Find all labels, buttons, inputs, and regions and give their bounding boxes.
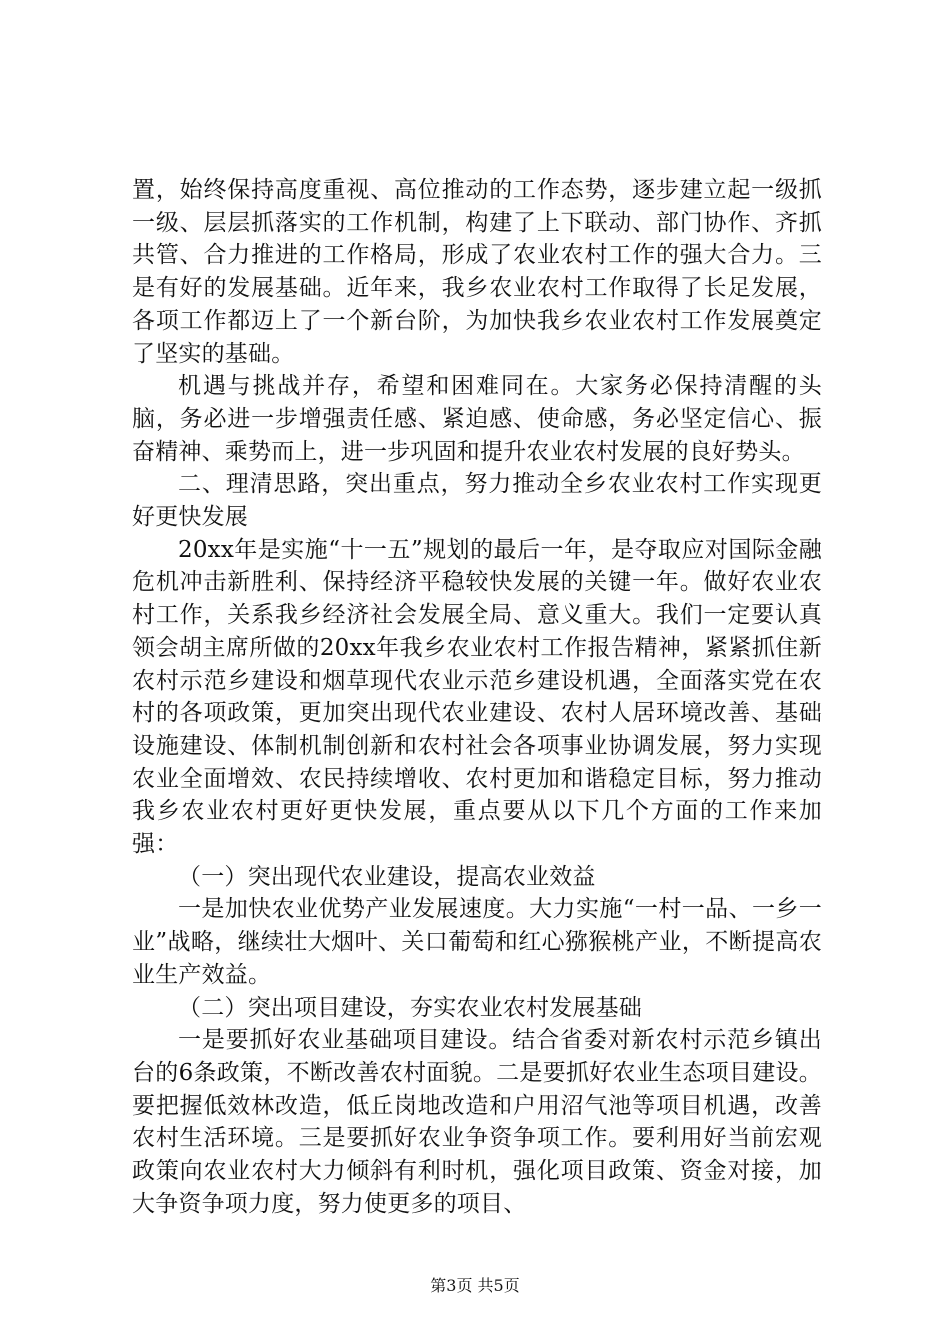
section-heading-2: 二、理清思路，突出重点，努力推动全乡农业农村工作实现更好更快发展 (132, 471, 822, 531)
page-footer: 第3页 共5页 (430, 1276, 520, 1295)
paragraph-3: 20xx年是实施“十一五”规划的最后一年，是夺取应对国际金融危机冲击新胜利、保持经济平稳较快发展的关键一年。做好农业农村工作，关系我乡经济社会发展全局、意义重大。我们一定要认真领会胡主席所做的20xx年我乡农业农村工作报告精神，紧紧抓住新农村示范乡建设和烟草现代农业示范乡建设机遇，全面落实党在农村的各项政策，更加突出现代农业建设、农村人居环境改善、基础设施建设、体制机制创新和农村社会各项事业协调发展，努力实现农业全面增效、农民持续增收、农村更加和谐稳定目标，努力推动我乡农业农村更好更快发展，重点要从以下几个方面的工作来加强： (132, 536, 822, 858)
paragraph-2: 机遇与挑战并存，希望和困难同在。大家务必保持清醒的头脑，务必进一步增强责任感、紧迫感、使命感，务必坚定信心、振奋精神、乘势而上，进一步巩固和提升农业农村发展的良好势头。 (132, 373, 822, 465)
paragraph-4: 一是加快农业优势产业发展速度。大力实施“一村一品、一乡一业”战略，继续壮大烟叶、关口葡萄和红心猕猴桃产业，不断提高农业生产效益。 (132, 896, 822, 988)
paragraph-1: 置，始终保持高度重视、高位推动的工作态势，逐步建立起一级抓一级、层层抓落实的工作机制，构建了上下联动、部门协作、齐抓共管、合力推进的工作格局，形成了农业农村工作的强大合力。三是有好的发展基础。近年来，我乡农业农村工作取得了长足发展，各项工作都迈上了一个新台阶，为加快我乡农业农村工作发展奠定了坚实的基础。 (132, 177, 822, 367)
subsection-heading-2: （二）突出项目建设，夯实农业农村发展基础 (178, 994, 642, 1021)
document-body (132, 174, 822, 1221)
paragraph-5: 一是要抓好农业基础项目建设。结合省委对新农村示范乡镇出台的6条政策，不断改善农村面貌。二是要抓好农业生态项目建设。要把握低效林改造，低丘岗地改造和户用沼气池等项目机遇，改善农村生活环境。三是要抓好农业争资争项工作。要利用好当前宏观政策向农业农村大力倾斜有利时机，强化项目政策、资金对接，加大争资争项力度，努力使更多的项目、 (132, 1027, 822, 1217)
subsection-heading-1: （一）突出现代农业建设，提高农业效益 (178, 863, 596, 890)
